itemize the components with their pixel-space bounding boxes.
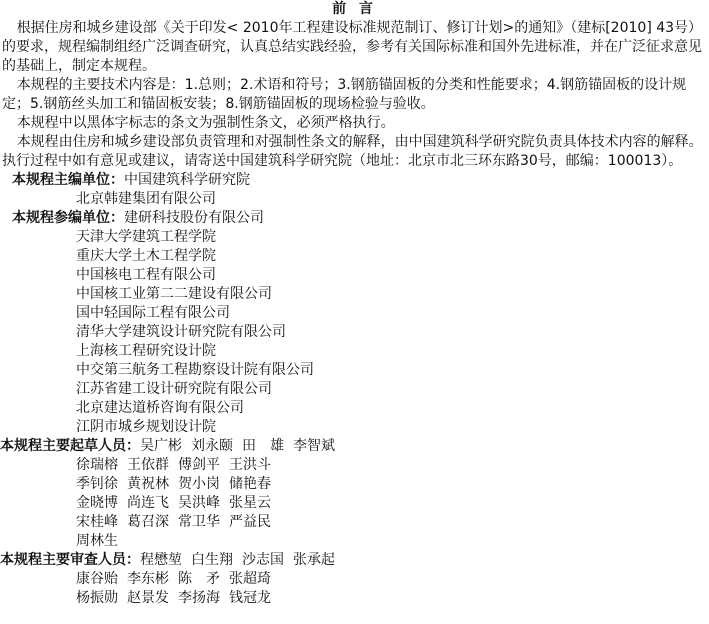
- drafters-row: [0, 437, 709, 456]
- participating-unit-row: [0, 209, 709, 228]
- participating-unit: 重庆大学土木工程学院: [76, 248, 216, 264]
- chief-editor-unit-row: [0, 171, 709, 190]
- reviewer-name: 康谷贻: [76, 571, 118, 587]
- reviewer-name: 钱冠龙: [229, 590, 271, 606]
- drafter-name: 徐瑞榕: [76, 457, 118, 473]
- drafter-name: 田 雄: [242, 438, 284, 454]
- reviewer-name: 白生翔: [191, 552, 233, 568]
- chief-editor-unit: 中国建筑科学研究院: [124, 172, 250, 188]
- drafters-row: [0, 456, 709, 475]
- drafter-name: 王依群: [127, 457, 169, 473]
- participating-unit: 清华大学建筑设计研究院有限公司: [76, 324, 286, 340]
- reviewer-name: 张超琦: [229, 571, 271, 587]
- reviewers-row: [0, 589, 709, 608]
- drafter-name: 李智斌: [293, 438, 335, 454]
- reviewer-name: 赵景发: [127, 590, 169, 606]
- drafter-name: 常卫华: [178, 514, 220, 530]
- reviewer-name: 李扬海: [178, 590, 220, 606]
- participating-unit: 国中轻国际工程有限公司: [76, 305, 230, 321]
- reviewer-name: 张承起: [293, 552, 335, 568]
- drafter-name: 金晓博: [76, 495, 118, 511]
- drafter-name: 刘永颐: [191, 438, 233, 454]
- participating-unit: 中交第三航务工程勘察设计院有限公司: [76, 362, 314, 378]
- reviewers-row: [0, 570, 709, 589]
- drafters-row: [0, 494, 709, 513]
- drafters-row: [0, 475, 709, 494]
- drafter-name: 王洪斗: [229, 457, 271, 473]
- participating-unit: 上海核工程研究设计院: [76, 343, 216, 359]
- participating-unit: 北京建达道桥咨询有限公司: [76, 400, 244, 416]
- drafter-name: 吴洪峰: [178, 495, 220, 511]
- drafter-name: 宋桂峰: [76, 514, 118, 530]
- reviewers-label: 本规程主要审查人员：: [0, 552, 140, 568]
- reviewer-name: 李东彬: [127, 571, 169, 587]
- chief-editor-unit: 北京韩建集团有限公司: [76, 191, 216, 207]
- paragraph-contents: 本规程的主要技术内容是：1.总则；2.术语和符号；3.钢筋锚固板的分类和性能要求；4.钢筋锚固板的设计规定；5.钢筋丝头加工和锚固板安装；8.钢筋锚固板的现场检验与验收。: [2, 77, 687, 112]
- participating-unit: 江阴市城乡规划设计院: [76, 419, 216, 435]
- reviewer-name: 沙志国: [242, 552, 284, 568]
- drafter-name: 周林生: [76, 533, 118, 549]
- participating-unit-label: 本规程参编单位：: [12, 210, 124, 226]
- participating-unit: 天津大学建筑工程学院: [76, 229, 216, 245]
- drafter-name: 黄祝林: [127, 476, 169, 492]
- participating-unit: 建研科技股份有限公司: [124, 210, 264, 226]
- drafter-name: 储艳春: [229, 476, 271, 492]
- drafter-name: 尚连飞: [127, 495, 169, 511]
- drafter-name: 吴广彬: [140, 438, 182, 454]
- reviewers-row: [0, 551, 709, 570]
- reviewer-name: 程懋堃: [140, 552, 182, 568]
- drafters-row: [0, 532, 709, 551]
- chief-editor-unit-label: 本规程主编单位：: [12, 172, 124, 188]
- drafter-name: 季钊徐: [76, 476, 118, 492]
- reviewer-name: 杨振勋: [76, 590, 118, 606]
- reviewer-name: 陈 矛: [178, 571, 220, 587]
- participating-unit: 江苏省建工设计研究院有限公司: [76, 381, 272, 397]
- drafter-name: 张星云: [229, 495, 271, 511]
- drafter-name: 葛召深: [127, 514, 169, 530]
- drafter-name: 傅剑平: [178, 457, 220, 473]
- participating-unit: 中国核电工程有限公司: [76, 267, 216, 283]
- paragraph-mandatory: 本规程中以黑体字标志的条文为强制性条文，必须严格执行。: [16, 115, 395, 131]
- drafter-name: 严益民: [229, 514, 271, 530]
- drafter-name: 贺小岗: [178, 476, 220, 492]
- drafters-row: [0, 513, 709, 532]
- page-title: 前 言: [332, 1, 377, 17]
- paragraph-basis: 根据住房和城乡建设部《关于印发< 2010年工程建设标准规范制订、修订计划>的通知》（建标[2010] 43号）的要求，规程编制组经广泛调查研究，认真总结实践经验，参考有关国际标准和国外先进标准，并在广泛征求意见的基础上，制定本规程。: [2, 20, 703, 74]
- paragraph-management: 本规程由住房和城乡建设部负责管理和对强制性条文的解释，由中国建筑科学研究院负责具体技术内容的解释。执行过程中如有意见或建议，请寄送中国建筑科学研究院（地址：北京市北三环东路30号，邮编：100013）。: [2, 134, 703, 169]
- drafters-label: 本规程主要起草人员：: [0, 438, 140, 454]
- participating-unit: 中国核工业第二二建设有限公司: [76, 286, 272, 302]
